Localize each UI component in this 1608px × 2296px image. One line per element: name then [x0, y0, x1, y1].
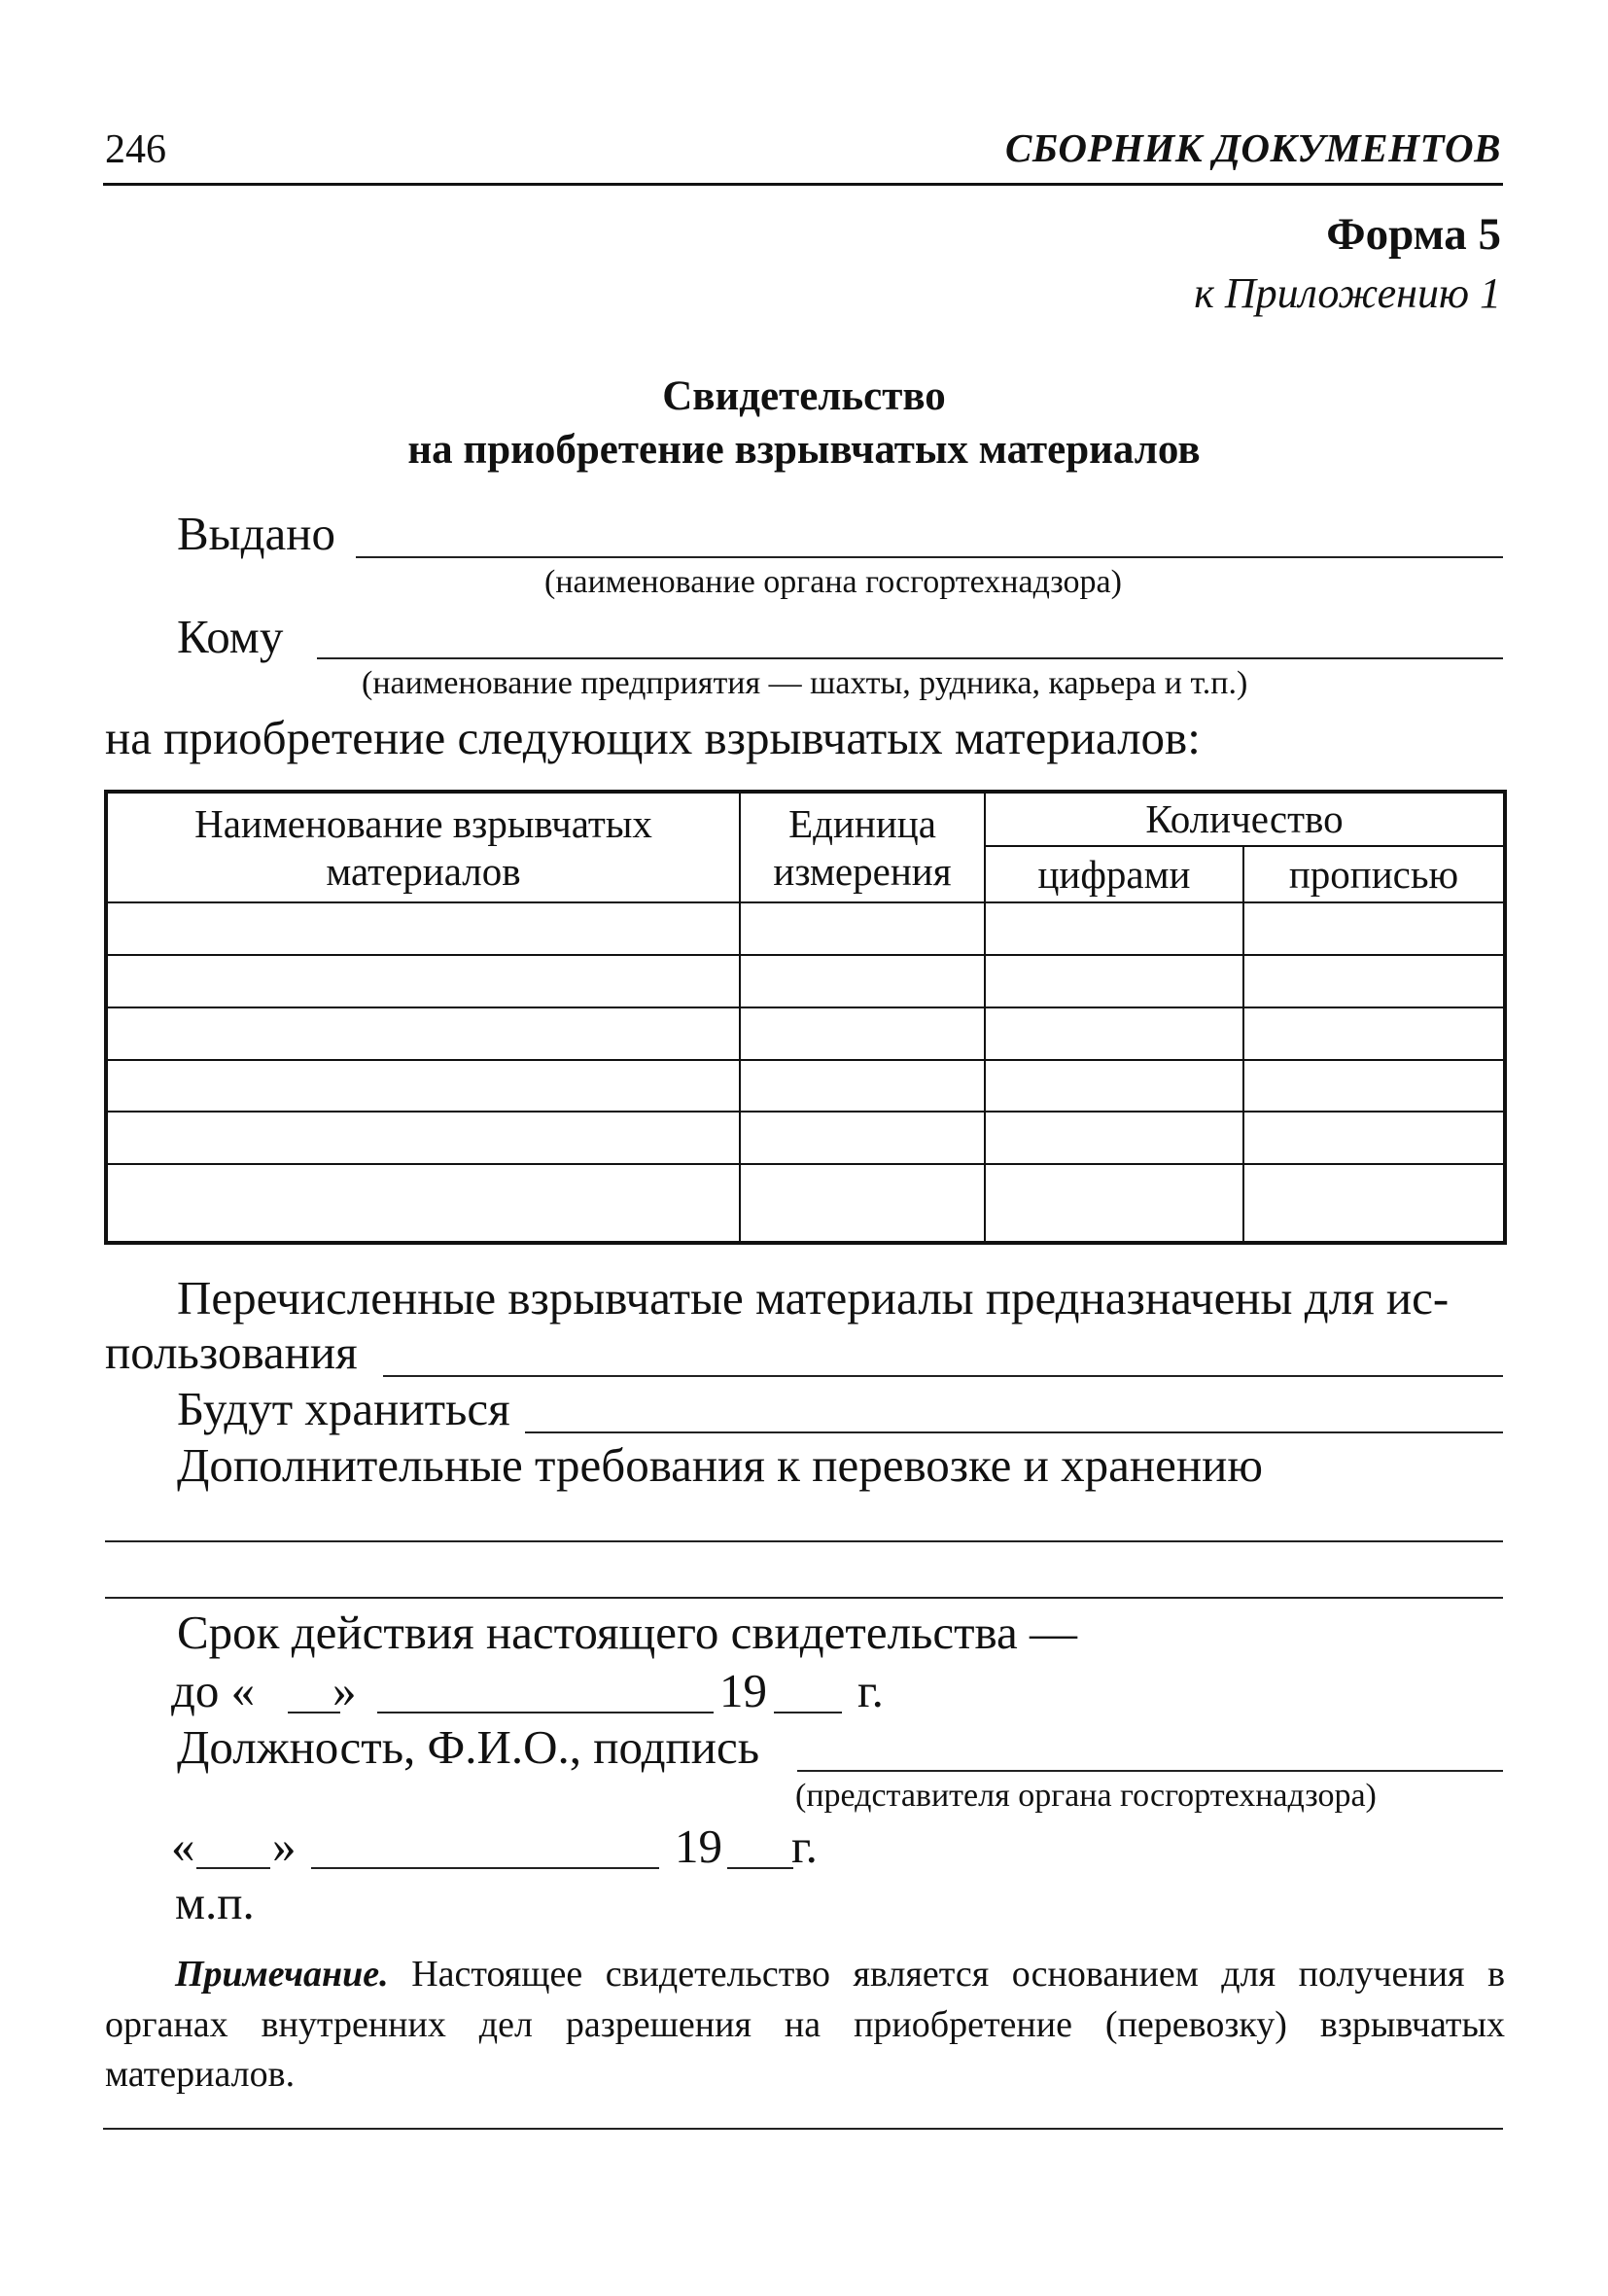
storage-field-line[interactable] — [525, 1431, 1503, 1433]
materials-intro: на приобретение следующих взрывчатых материалов: — [105, 711, 1201, 764]
bottom-rule — [103, 2128, 1503, 2130]
usage-line2: пользования — [105, 1325, 358, 1379]
cell-unit[interactable] — [740, 1007, 985, 1060]
cell-digits[interactable] — [985, 1007, 1243, 1060]
materials-table — [104, 790, 1507, 1245]
form-number: Форма 5 — [1326, 209, 1501, 260]
date-year: 19 — [675, 1819, 722, 1873]
signature-label: Должность, Ф.И.О., подпись — [177, 1720, 760, 1774]
cell-name[interactable] — [106, 1007, 740, 1060]
validity-until-prefix: до « — [171, 1664, 256, 1717]
date-close-quote: » — [272, 1819, 297, 1873]
signature-field-line[interactable] — [797, 1770, 1503, 1772]
col-header-digits: цифрами — [985, 846, 1243, 902]
cell-unit[interactable] — [740, 902, 985, 955]
table-row — [106, 1007, 1505, 1060]
cell-words[interactable] — [1243, 1007, 1505, 1060]
stamp-place: м.п. — [175, 1876, 255, 1929]
signature-caption: (представителя органа госгортехнадзора) — [795, 1778, 1377, 1814]
date-day-line[interactable] — [196, 1867, 270, 1869]
cell-digits[interactable] — [985, 1112, 1243, 1164]
date-year-suffix: г. — [791, 1819, 818, 1873]
cell-unit[interactable] — [740, 1060, 985, 1113]
cell-unit[interactable] — [740, 955, 985, 1007]
table-row — [106, 1164, 1505, 1243]
extra-requirements-label: Дополнительные требования к перевозке и хранению — [177, 1438, 1263, 1492]
running-title: СБОРНИК ДОКУМЕНТОВ — [1005, 125, 1501, 170]
cell-words[interactable] — [1243, 1060, 1505, 1113]
cell-digits[interactable] — [985, 1164, 1243, 1243]
col-header-unit: Единица измерения — [740, 792, 985, 902]
issued-caption: (наименование органа госгортехнадзора) — [544, 564, 1122, 600]
cell-name[interactable] — [106, 902, 740, 955]
issued-field-line[interactable] — [356, 556, 1503, 558]
form-appendix: к Приложению 1 — [1194, 269, 1501, 317]
note-label: Примечание. — [175, 1954, 389, 1995]
cell-digits[interactable] — [985, 1060, 1243, 1113]
date-month-line[interactable] — [311, 1867, 659, 1869]
document-title-line2: на приобретение взрывчатых материалов — [407, 427, 1201, 473]
extra-requirements-line2[interactable] — [105, 1597, 1503, 1599]
note-text: Настоящее свидетельство является основанием для получения в органах внутренних дел разрешения на приобретение (перевозку) взрывчатых материалов. — [105, 1954, 1506, 2096]
table-row — [106, 1112, 1505, 1164]
cell-words[interactable] — [1243, 902, 1505, 955]
cell-name[interactable] — [106, 1164, 740, 1243]
validity-year-suffix: г. — [857, 1664, 884, 1717]
col-header-name: Наименование взрывчатых материалов — [106, 792, 740, 902]
header-rule — [103, 183, 1503, 186]
col-header-words: прописью — [1243, 846, 1505, 902]
to-field-line[interactable] — [317, 657, 1503, 659]
storage-label: Будут храниться — [177, 1382, 510, 1435]
document-title-line1: Свидетельство — [662, 373, 946, 419]
table-row — [106, 955, 1505, 1007]
cell-name[interactable] — [106, 1060, 740, 1113]
page-number: 246 — [105, 127, 166, 172]
cell-words[interactable] — [1243, 1112, 1505, 1164]
table-row — [106, 1060, 1505, 1113]
validity-year: 19 — [719, 1664, 767, 1717]
cell-name[interactable] — [106, 955, 740, 1007]
cell-words[interactable] — [1243, 1164, 1505, 1243]
note-paragraph — [105, 1950, 1505, 2101]
cell-name[interactable] — [106, 1112, 740, 1164]
to-caption: (наименование предприятия — шахты, рудника, карьера и т.п.) — [362, 665, 1248, 701]
col-header-quantity: Количество — [985, 792, 1505, 846]
date-year-line[interactable] — [727, 1867, 793, 1869]
date-open-quote: « — [171, 1819, 195, 1873]
usage-line1: Перечисленные взрывчатые материалы предназначены для ис- — [177, 1271, 1450, 1325]
cell-digits[interactable] — [985, 902, 1243, 955]
extra-requirements-line1[interactable] — [105, 1540, 1503, 1542]
validity-label: Срок действия настоящего свидетельства — — [177, 1606, 1078, 1659]
table-row — [106, 902, 1505, 955]
cell-digits[interactable] — [985, 955, 1243, 1007]
cell-unit[interactable] — [740, 1164, 985, 1243]
cell-unit[interactable] — [740, 1112, 985, 1164]
validity-month-line[interactable] — [377, 1712, 714, 1713]
validity-year-line[interactable] — [774, 1712, 842, 1713]
cell-words[interactable] — [1243, 955, 1505, 1007]
issued-label: Выдано — [177, 507, 336, 560]
usage-field-line[interactable] — [383, 1375, 1503, 1377]
validity-quote-close: » — [332, 1664, 357, 1717]
to-label: Кому — [177, 610, 284, 663]
